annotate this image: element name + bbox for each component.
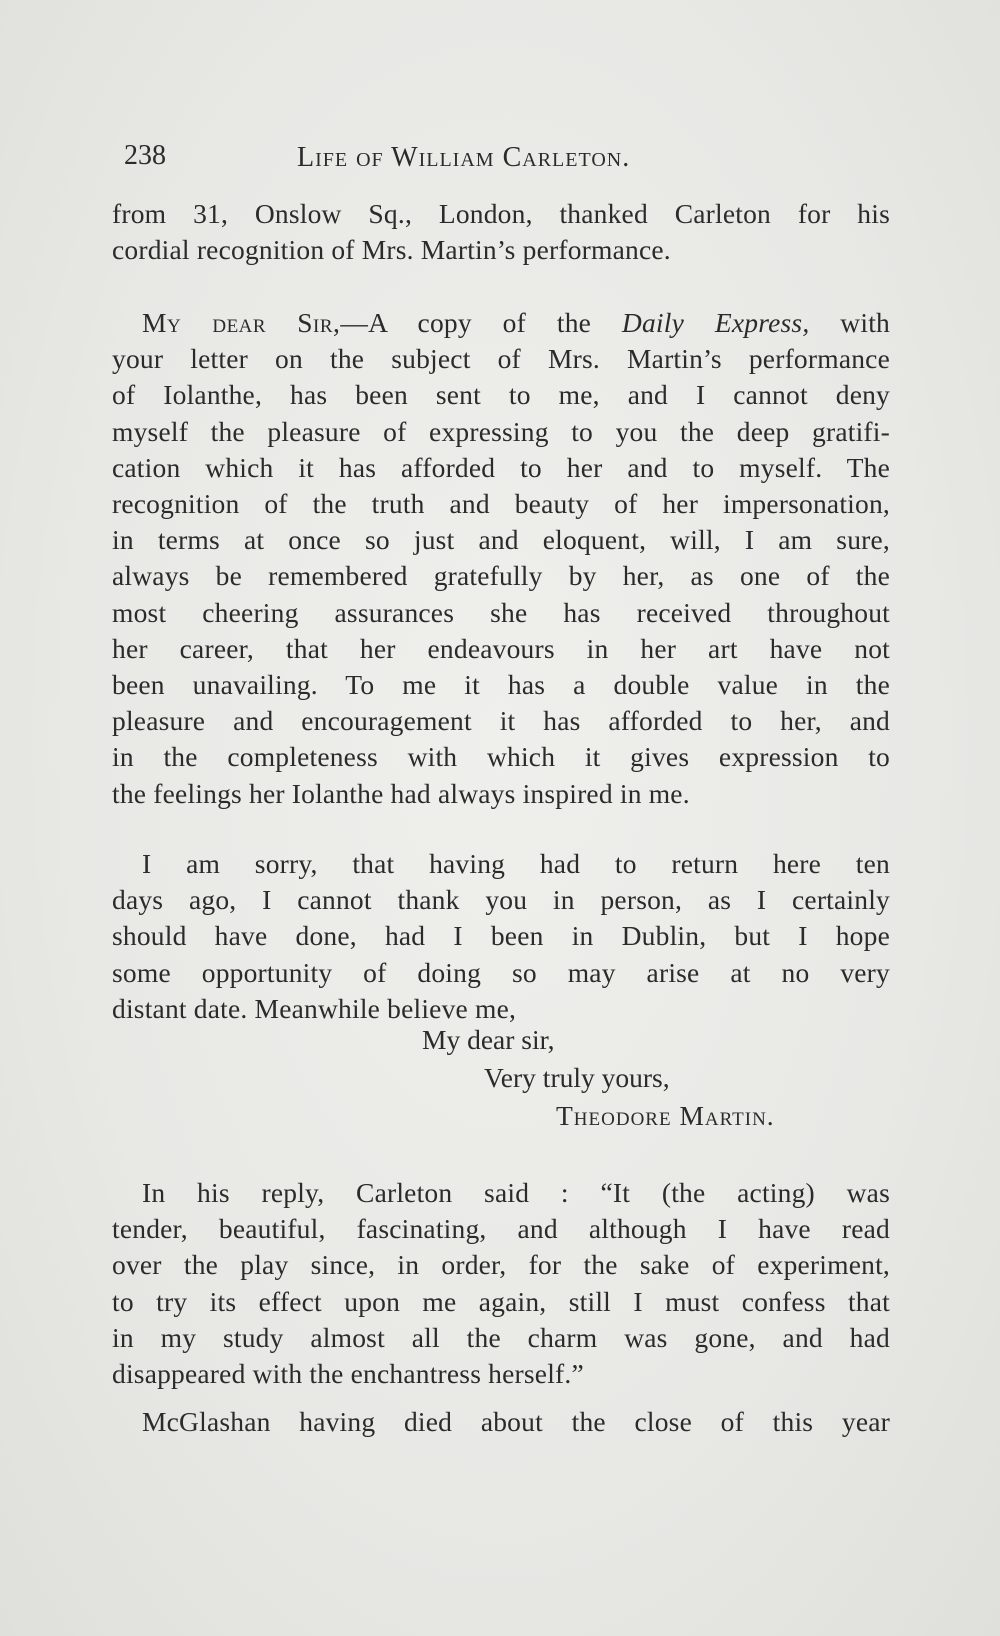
- text-line: cation which it has afforded to her and to myself. The: [112, 451, 890, 483]
- closing-paragraph: [112, 1404, 890, 1440]
- text-line: over the play since, in order, for the sake of experiment,: [112, 1249, 890, 1281]
- text-line: in the completeness with which it gives expression to: [112, 741, 890, 773]
- letter-first-paragraph: [112, 305, 890, 812]
- text-line: the feelings her Iolanthe had always inspired in me.: [112, 777, 690, 809]
- text-line: always be remembered gratefully by her, as one of the: [112, 560, 890, 592]
- text-line: to try its effect upon me again, still I must confess that: [112, 1285, 890, 1317]
- letter-salutation: My dear Sir,: [142, 307, 341, 338]
- letter-closing: My dear sir,: [422, 1024, 555, 1055]
- letter-signature: Theodore Martin.: [556, 1100, 775, 1131]
- text-line: I am sorry, that having had to return here ten: [142, 848, 890, 879]
- text-line: disappeared with the enchantress herself.”: [112, 1358, 584, 1390]
- text-fragment: —A copy of the: [340, 307, 622, 338]
- text-line: in my study almost all the charm was gone, and had: [112, 1321, 890, 1353]
- text-fragment: with: [809, 307, 890, 338]
- reply-paragraph: [112, 1175, 890, 1392]
- text-line: from 31, Onslow Sq., London, thanked Carleton for his: [112, 198, 890, 229]
- letter-second-paragraph: [112, 846, 890, 1027]
- intro-paragraph: [112, 196, 890, 268]
- text-line: been unavailing. To me it has a double value in the: [112, 669, 890, 701]
- text-line: [112, 305, 890, 341]
- text-line: cordial recognition of Mrs. Martin’s performance.: [112, 234, 671, 266]
- text-line: days ago, I cannot thank you in person, as I certainly: [112, 884, 890, 916]
- letter-valediction: Very truly yours,: [484, 1062, 670, 1093]
- text-line: your letter on the subject of Mrs. Martin’s performance: [112, 343, 890, 375]
- text-line: some opportunity of doing so may arise at no very: [112, 956, 890, 988]
- text-line: should have done, had I been in Dublin, but I hope: [112, 920, 890, 952]
- text-line: tender, beautiful, fascinating, and although I have read: [112, 1213, 890, 1245]
- text-line: most cheering assurances she has received throughout: [112, 596, 890, 628]
- text-line: pleasure and encouragement it has afforded to her, and: [112, 705, 890, 737]
- text-line: her career, that her endeavours in her art have not: [112, 632, 890, 664]
- text-line: recognition of the truth and beauty of her impersonation,: [112, 488, 890, 520]
- text-line: myself the pleasure of expressing to you the deep gratifi-: [112, 415, 890, 447]
- text-line: distant date. Meanwhile believe me,: [112, 992, 517, 1024]
- running-head: Life of William Carleton.: [297, 142, 631, 173]
- text-line: In his reply, Carleton said : “It (the acting) was: [142, 1177, 890, 1208]
- page-number: 238: [124, 140, 166, 171]
- text-line: of Iolanthe, has been sent to me, and I cannot deny: [112, 379, 890, 411]
- newspaper-title: Daily Express,: [621, 307, 810, 338]
- text-line: McGlashan having died about the close of this year: [142, 1406, 890, 1437]
- text-line: in terms at once so just and eloquent, will, I am sure,: [112, 524, 890, 556]
